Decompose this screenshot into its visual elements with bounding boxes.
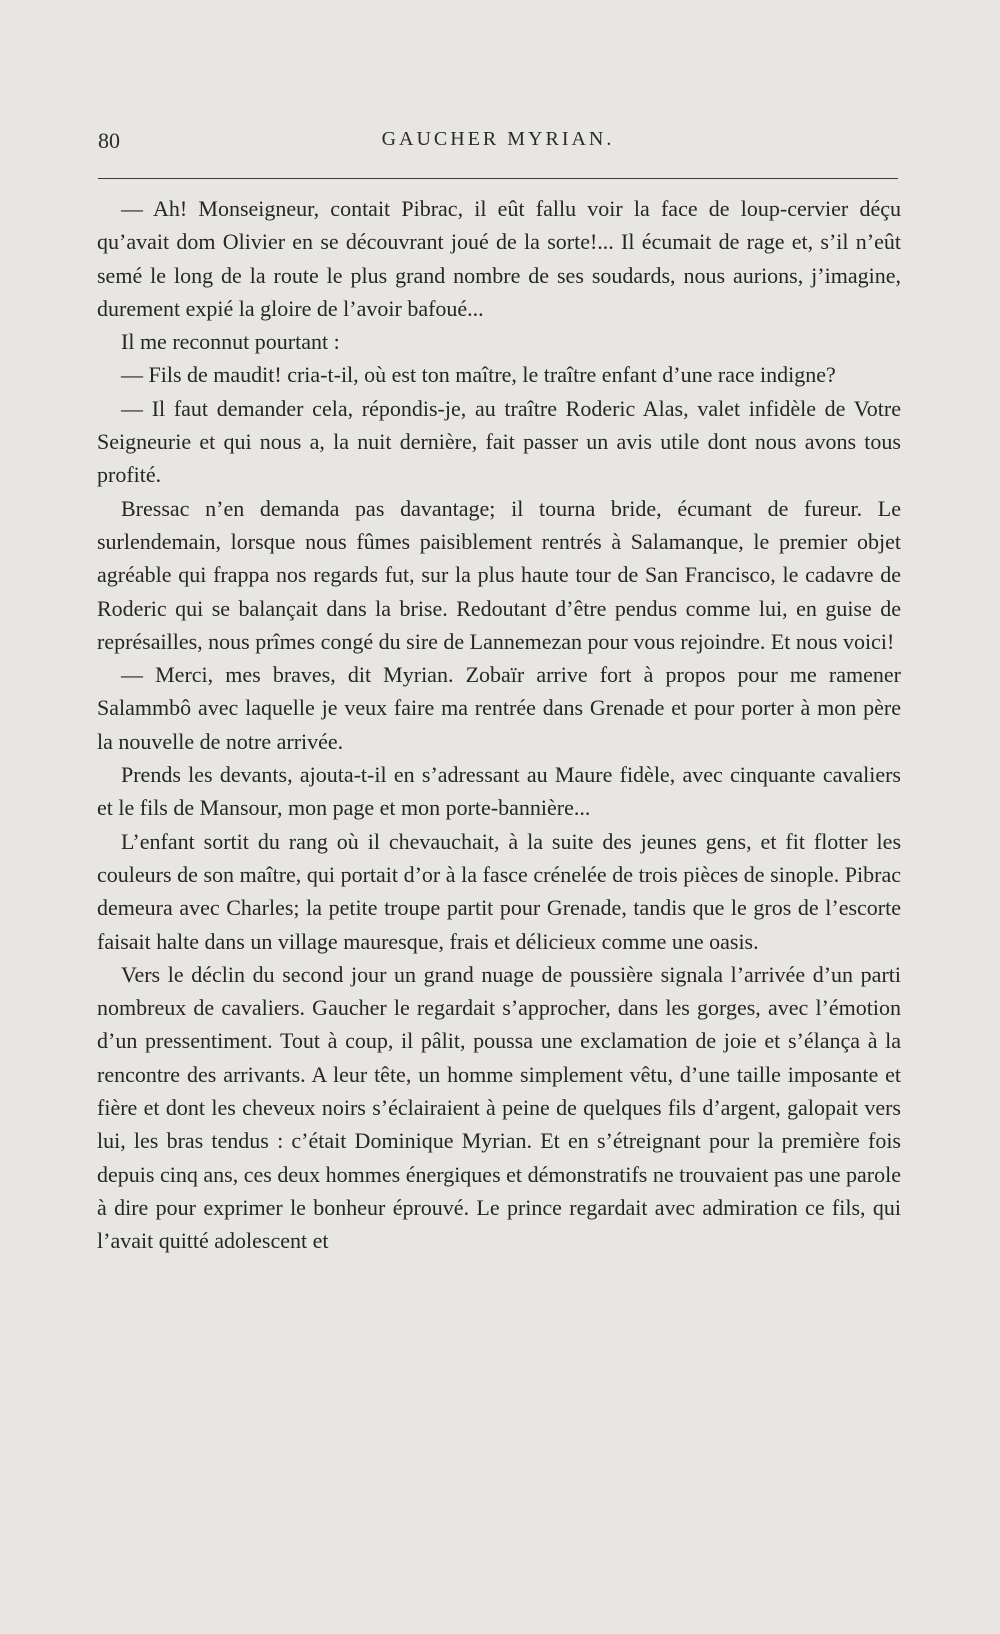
paragraph: L’enfant sortit du rang où il chevauchait, à la suite des jeunes gens, et fit flotter les couleurs de son maître, qui portait d’or à la fasce crénelée de trois pièces de sinople. Pibrac demeura avec Charles; la petite troupe partit pour Grenade, tandis que le gros de l’escorte faisait halte dans un village mauresque, frais et délicieux comme une oasis. (97, 828, 901, 954)
page-number: 80 (98, 128, 120, 153)
paragraph: Bressac n’en demanda pas davantage; il tourna bride, écumant de fureur. Le surlendemain, lorsque nous fûmes paisiblement rentrés à Salamanque, le premier objet agréable qui frappa nos regards fut, sur la plus haute tour de San Francisco, le cadavre de Roderic qui se balançait dans la brise. Redoutant d’être pendus comme lui, en guise de représailles, nous prîmes congé du sire de Lannemezan pour vous rejoindre. Et nous voici! (97, 495, 901, 654)
paragraph: — Merci, mes braves, dit Myrian. Zobaïr arrive fort à propos pour me ramener Salammbô avec laquelle je veux faire ma rentrée dans Grenade et pour porter à mon père la nouvelle de notre arrivée. (97, 662, 901, 754)
header-rule (98, 178, 898, 179)
running-title: GAUCHER MYRIAN. (381, 128, 615, 150)
paragraph: — Ah! Monseigneur, contait Pibrac, il eût fallu voir la face de loup-cervier déçu qu’avait dom Olivier en se découvrant joué de la sorte!... Il écumait de rage et, s’il n’eût semé le long de la route le plus grand nombre de ses soudards, nous aurions, j’imagine, durement expié la gloire de l’avoir bafoué... (97, 196, 901, 321)
paragraph: — Fils de maudit! cria-t-il, où est ton maître, le traître enfant d’une race indigne? (121, 362, 836, 388)
paragraph: Vers le déclin du second jour un grand nuage de poussière signala l’arrivée d’un parti nombreux de cavaliers. Gaucher le regardait s’approcher, dans les gorges, avec l’émotion d’un pressentiment. Tout à coup, il pâlit, poussa une exclamation de joie et s’élança à la rencontre des arrivants. A leur tête, un homme simplement vêtu, d’une taille imposante et fière et dont les cheveux noirs s’éclairaient à peine de quelques fils d’argent, galopait vers lui, les bras tendus : c’était Dominique Myrian. Et en s’étreignant pour la première fois depuis cinq ans, ces deux hommes énergiques et démonstratifs ne trouvaient pas une parole à dire pour exprimer le bonheur éprouvé. Le prince regardait avec admiration ce fils, qui l’avait quitté adolescent et (97, 961, 901, 1254)
paragraph: Il me reconnut pourtant : (121, 329, 340, 355)
body-text (97, 192, 901, 1258)
paragraph: Prends les devants, ajouta-t-il en s’adressant au Maure fidèle, avec cinquante cavaliers et le fils de Mansour, mon page et mon porte-bannière... (97, 762, 901, 821)
paragraph: — Il faut demander cela, répondis-je, au traître Roderic Alas, valet infidèle de Votre Seigneurie et qui nous a, la nuit dernière, fait passer un avis utile dont nous avons tous profité. (97, 395, 901, 488)
running-head (98, 128, 898, 158)
